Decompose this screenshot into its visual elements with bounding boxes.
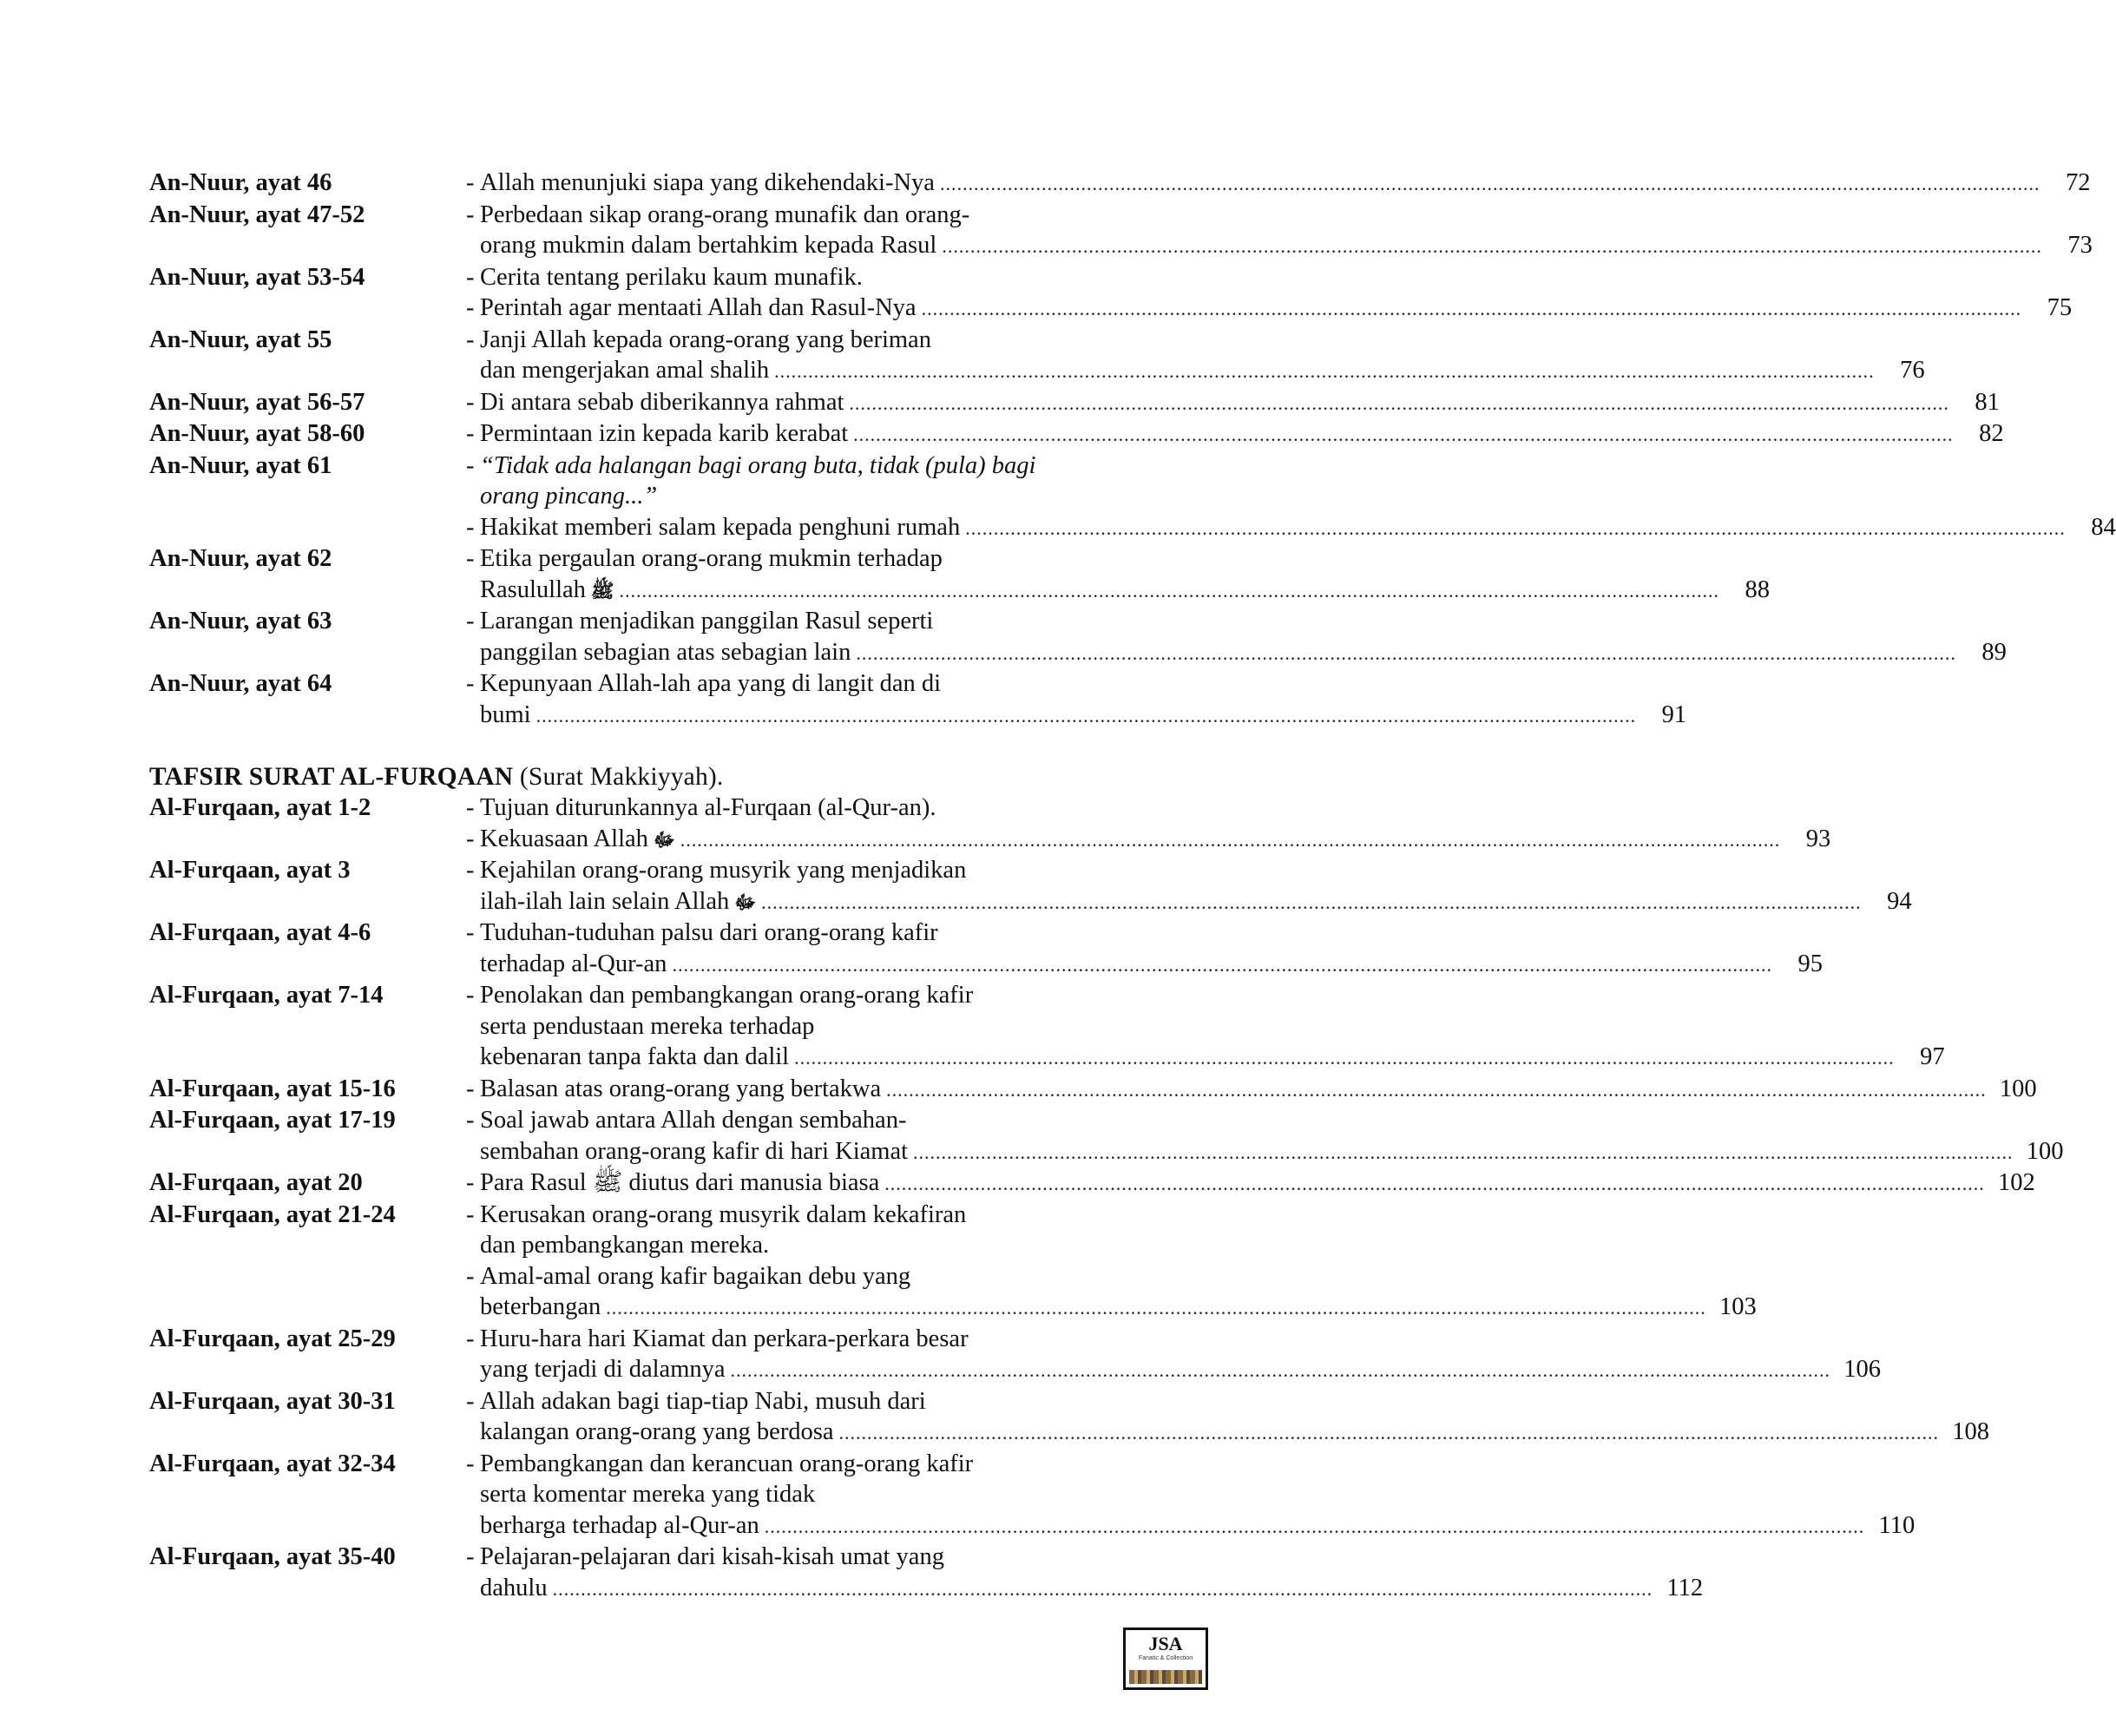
toc-entry bbox=[149, 917, 1823, 980]
topic-text: ilah-ilah lain selain Allah bbox=[480, 887, 730, 915]
topic-text: Pelajaran-pelajaran dari kisah-kisah umat yang bbox=[480, 1543, 944, 1570]
toc-section bbox=[149, 762, 2064, 1604]
topic-text: Amal-amal orang kafir bagaikan debu yang bbox=[480, 1262, 911, 1290]
verse-reference: Al-Furqaan, ayat 21-24 bbox=[149, 1200, 396, 1228]
honorific-glyph: ﷻ bbox=[734, 891, 757, 913]
topic-list bbox=[466, 543, 1770, 606]
honorific-glyph: ﷻ bbox=[653, 828, 675, 851]
topic-list bbox=[466, 325, 1925, 387]
verse-reference: An-Nuur, ayat 63 bbox=[149, 608, 332, 635]
topic-list bbox=[466, 668, 1686, 731]
topic-text: Permintaan izin kepada karib kerabat bbox=[480, 420, 849, 447]
page-number: 76 bbox=[1900, 357, 1925, 384]
topic-text: Kepunyaan Allah-lah apa yang di langit dan di bbox=[480, 670, 942, 697]
topic-line bbox=[466, 700, 1686, 732]
bullet-dash: - bbox=[466, 388, 475, 416]
page-number: 73 bbox=[2067, 232, 2093, 259]
topic-text: kalangan orang-orang yang berdosa bbox=[480, 1418, 834, 1445]
toc-entry bbox=[149, 606, 2007, 668]
bullet-dash: - bbox=[466, 326, 475, 353]
verse-reference: Al-Furqaan, ayat 25-29 bbox=[149, 1325, 396, 1352]
topic-text: bumi bbox=[480, 700, 531, 728]
topic bbox=[466, 855, 1912, 917]
topic-text: berharga terhadap al-Qur-an bbox=[480, 1511, 759, 1539]
page-number: 82 bbox=[1979, 420, 2004, 447]
topic-text: terhadap al-Qur-an bbox=[480, 950, 667, 977]
verse-reference: An-Nuur, ayat 46 bbox=[149, 169, 332, 196]
topic-line bbox=[466, 1324, 1881, 1355]
topic-line bbox=[466, 418, 2004, 450]
topic-line bbox=[466, 1200, 1757, 1231]
topic bbox=[466, 1386, 1989, 1449]
dot-leader bbox=[774, 356, 1875, 387]
topic-line bbox=[466, 1230, 1757, 1261]
topic-text: Tuduhan-tuduhan palsu dari orang-orang kafir bbox=[480, 919, 938, 946]
bullet-dash: - bbox=[466, 545, 475, 572]
bullet-dash: - bbox=[466, 201, 475, 228]
topic-line bbox=[466, 949, 1823, 981]
topic-line bbox=[466, 387, 2000, 419]
topic bbox=[466, 917, 1823, 980]
verse-reference: Al-Furqaan, ayat 30-31 bbox=[149, 1387, 396, 1415]
topic bbox=[466, 325, 1925, 387]
topic-line bbox=[466, 980, 1945, 1011]
bullet-dash: - bbox=[466, 1262, 475, 1290]
topic-text: kebenaran tanpa fakta dan dalil bbox=[480, 1043, 790, 1070]
verse-reference: Al-Furqaan, ayat 35-40 bbox=[149, 1543, 396, 1570]
page-number: 112 bbox=[1666, 1574, 1704, 1601]
dot-leader bbox=[913, 1137, 2014, 1168]
topic-line bbox=[466, 1261, 1757, 1292]
toc-entry bbox=[149, 200, 2093, 262]
bullet-dash: - bbox=[466, 1200, 475, 1228]
topic-line bbox=[466, 917, 1823, 949]
verse-reference: Al-Furqaan, ayat 32-34 bbox=[149, 1450, 396, 1477]
toc-entry bbox=[149, 418, 2004, 450]
toc-entry bbox=[149, 980, 1945, 1074]
topic-text: Penolakan dan pembangkangan orang-orang kafir bbox=[480, 982, 974, 1009]
topic-line bbox=[466, 543, 1770, 575]
topic bbox=[466, 1074, 2037, 1106]
topic bbox=[466, 668, 1686, 731]
topic-text: Soal jawab antara Allah dengan sembahan- bbox=[480, 1107, 907, 1134]
dot-leader bbox=[731, 1355, 1831, 1386]
toc-entry bbox=[149, 792, 1831, 855]
topic-line bbox=[466, 1479, 1915, 1510]
toc-entry bbox=[149, 1324, 1882, 1386]
topic-text: “Tidak ada halangan bagi orang buta, tidak (pula) bagi bbox=[480, 451, 1036, 479]
topic bbox=[466, 1449, 1915, 1542]
page-number: 103 bbox=[1719, 1293, 1757, 1320]
topic-line bbox=[466, 355, 1925, 387]
topic-text: sembahan orang-orang kafir di hari Kiamat bbox=[480, 1137, 909, 1165]
topic-list bbox=[466, 1386, 1989, 1449]
dot-leader bbox=[884, 1168, 1985, 1200]
topic bbox=[466, 1167, 2035, 1200]
topic bbox=[466, 512, 2116, 544]
verse-reference: Al-Furqaan, ayat 20 bbox=[149, 1169, 363, 1196]
topic-line bbox=[466, 637, 2007, 669]
topic-text: Huru-hara hari Kiamat dan perkara-perkara besar bbox=[480, 1325, 969, 1352]
verse-reference: An-Nuur, ayat 55 bbox=[149, 326, 332, 353]
logo-subtitle: Fanatic & Collection bbox=[1138, 1655, 1193, 1661]
topic-list bbox=[466, 1200, 1757, 1324]
topic-line bbox=[466, 1105, 2064, 1136]
table-of-contents bbox=[149, 168, 2116, 1604]
logo-text: JSA bbox=[1148, 1633, 1183, 1654]
toc-section bbox=[149, 168, 2116, 731]
page-number: 88 bbox=[1745, 575, 1770, 603]
topic-text: Etika pergaulan orang-orang mukmin terhadap bbox=[480, 545, 943, 572]
topic-text: Allah menunjuki siapa yang dikehendaki-Nya bbox=[480, 169, 935, 196]
dot-leader bbox=[942, 231, 2042, 262]
page-number: 84 bbox=[2091, 513, 2116, 541]
topic-list bbox=[466, 387, 2000, 419]
topic-line bbox=[466, 668, 1686, 700]
topic-text: panggilan sebagian atas sebagian lain bbox=[480, 638, 851, 666]
dot-leader bbox=[839, 1417, 1940, 1449]
dot-leader bbox=[619, 575, 1719, 607]
topic-line bbox=[466, 1167, 2035, 1200]
topic bbox=[466, 1324, 1881, 1386]
topic-text: orang mukmin dalam bertahkim kepada Rasul bbox=[480, 232, 937, 259]
dot-leader bbox=[794, 1042, 1895, 1074]
section-heading-subtitle: (Surat Makkiyyah). bbox=[519, 763, 724, 791]
section-gap bbox=[149, 731, 1173, 762]
topic-line bbox=[466, 886, 1912, 918]
topic-text: Di antara sebab diberikannya rahmat bbox=[480, 388, 844, 416]
topic-list bbox=[466, 606, 2007, 668]
topic-text: Janji Allah kepada orang-orang yang beriman bbox=[480, 326, 931, 353]
verse-reference: An-Nuur, ayat 58-60 bbox=[149, 420, 365, 447]
topic-list bbox=[466, 855, 1912, 917]
bullet-dash: - bbox=[466, 919, 475, 946]
verse-reference: An-Nuur, ayat 64 bbox=[149, 670, 332, 697]
page-number: 91 bbox=[1661, 700, 1687, 728]
dot-leader bbox=[761, 887, 1862, 918]
topic-text: dan mengerjakan amal shalih bbox=[480, 357, 770, 384]
topic-text: Kerusakan orang-orang musyrik dalam kekafiran bbox=[480, 1200, 967, 1228]
toc-entry bbox=[149, 543, 1770, 606]
bullet-dash: - bbox=[466, 1075, 475, 1102]
toc-entry bbox=[149, 387, 2000, 419]
topic-text: yang terjadi di dalamnya bbox=[480, 1356, 726, 1383]
topic bbox=[466, 792, 1830, 824]
topic-line bbox=[466, 512, 2116, 544]
topic-list bbox=[466, 200, 2093, 262]
toc-entry bbox=[149, 1105, 2064, 1167]
topic-line bbox=[466, 1354, 1881, 1386]
topic-line bbox=[466, 1042, 1945, 1074]
dot-leader bbox=[856, 638, 1956, 669]
topic-line bbox=[466, 792, 1830, 824]
topic-list bbox=[466, 1167, 2035, 1200]
topic-text: Rasulullah bbox=[480, 575, 586, 603]
toc-entry bbox=[149, 1386, 1990, 1449]
topic bbox=[466, 1261, 1757, 1324]
dot-leader bbox=[553, 1574, 1653, 1605]
topic-line bbox=[466, 325, 1925, 356]
bullet-dash: - bbox=[466, 825, 475, 852]
topic-line bbox=[466, 824, 1830, 856]
bullet-dash: - bbox=[466, 1325, 475, 1352]
toc-entry bbox=[149, 855, 1912, 917]
topic bbox=[466, 1105, 2064, 1167]
topic-text: orang pincang...” bbox=[480, 483, 658, 510]
topic-line bbox=[466, 1136, 2064, 1168]
section-heading bbox=[149, 762, 1173, 792]
toc-entry bbox=[149, 668, 1687, 731]
bullet-dash: - bbox=[466, 857, 475, 884]
verse-reference: Al-Furqaan, ayat 17-19 bbox=[149, 1107, 396, 1134]
toc-entry bbox=[149, 1074, 2037, 1106]
topic-list bbox=[466, 168, 2090, 200]
topic-text: dan pembangkangan mereka. bbox=[480, 1232, 770, 1259]
toc-entry bbox=[149, 325, 1925, 387]
page-number: 108 bbox=[1952, 1418, 1990, 1445]
dot-leader bbox=[853, 419, 1954, 450]
topic bbox=[466, 543, 1770, 606]
bullet-dash: - bbox=[466, 169, 475, 196]
topic-text: Tujuan diturunkannya al-Furqaan (al-Qur-an). bbox=[480, 794, 936, 821]
bullet-dash: - bbox=[466, 263, 475, 291]
bullet-dash: - bbox=[466, 294, 475, 321]
topic-line bbox=[466, 262, 2072, 293]
topic-list bbox=[466, 262, 2072, 325]
verse-reference: An-Nuur, ayat 47-52 bbox=[149, 201, 365, 228]
topic-line bbox=[466, 606, 2007, 637]
topic-line bbox=[466, 1292, 1757, 1324]
topic-list bbox=[466, 1324, 1881, 1386]
dot-leader bbox=[849, 388, 1949, 419]
topic-text: Cerita tentang perilaku kaum munafik. bbox=[480, 263, 863, 291]
dot-leader bbox=[536, 700, 1637, 732]
topic-text: serta komentar mereka yang tidak bbox=[480, 1481, 816, 1508]
topic-text: serta pendustaan mereka terhadap bbox=[480, 1012, 815, 1040]
topic-line bbox=[466, 855, 1912, 886]
bullet-dash: - bbox=[466, 608, 475, 635]
verse-reference: Al-Furqaan, ayat 3 bbox=[149, 857, 351, 884]
topic-line bbox=[466, 1573, 1703, 1605]
topic-text: Perbedaan sikap orang-orang munafik dan orang- bbox=[480, 201, 970, 228]
topic bbox=[466, 418, 2004, 450]
page-number: 97 bbox=[1920, 1043, 1945, 1070]
toc-entry bbox=[149, 1542, 1704, 1604]
verse-reference: Al-Furqaan, ayat 4-6 bbox=[149, 919, 371, 946]
verse-reference: An-Nuur, ayat 61 bbox=[149, 451, 332, 479]
page-number: 106 bbox=[1843, 1356, 1882, 1383]
toc-entry bbox=[149, 450, 2116, 544]
topic-list bbox=[466, 1105, 2064, 1167]
honorific-glyph: ﷺ bbox=[590, 579, 614, 602]
topic-list bbox=[466, 1074, 2037, 1106]
topic-list bbox=[466, 418, 2004, 450]
dot-leader bbox=[765, 1511, 1865, 1542]
topic-line bbox=[466, 230, 2093, 262]
topic-text: beterbangan bbox=[480, 1293, 601, 1320]
page-number: 81 bbox=[1975, 388, 2000, 416]
bullet-dash: - bbox=[466, 513, 475, 541]
topic-text: Kejahilan orang-orang musyrik yang menjadikan bbox=[480, 857, 967, 884]
verse-reference: An-Nuur, ayat 56-57 bbox=[149, 388, 365, 416]
topic-list bbox=[466, 450, 2116, 544]
topic-text: dahulu bbox=[480, 1574, 548, 1601]
topic-text: Balasan atas orang-orang yang bertakwa bbox=[480, 1075, 882, 1102]
toc-entry bbox=[149, 1167, 2035, 1200]
topic bbox=[466, 387, 2000, 419]
toc-entry bbox=[149, 262, 2073, 325]
bullet-dash: - bbox=[466, 1450, 475, 1477]
topic-text: Perintah agar mentaati Allah dan Rasul-Nya bbox=[480, 294, 917, 321]
verse-reference: An-Nuur, ayat 62 bbox=[149, 545, 332, 572]
topic-line bbox=[466, 450, 2116, 482]
topic bbox=[466, 606, 2007, 668]
verse-reference: Al-Furqaan, ayat 15-16 bbox=[149, 1075, 396, 1102]
bullet-dash: - bbox=[466, 1169, 475, 1196]
page-number: 100 bbox=[2026, 1137, 2064, 1165]
dot-leader bbox=[965, 513, 2066, 544]
topic-text: Allah adakan bagi tiap-tiap Nabi, musuh dari bbox=[480, 1387, 926, 1415]
topic-list bbox=[466, 1542, 1703, 1604]
topic-text: Larangan menjadikan panggilan Rasul seperti bbox=[480, 608, 934, 635]
topic-list bbox=[466, 917, 1823, 980]
section-heading-title: TAFSIR SURAT AL-FURQAAN bbox=[149, 763, 514, 791]
bullet-dash: - bbox=[466, 420, 475, 447]
logo-image-band bbox=[1129, 1670, 1202, 1684]
topic-line bbox=[466, 1011, 1945, 1042]
topic-text: Pembangkangan dan kerancuan orang-orang kafir bbox=[480, 1450, 974, 1477]
topic bbox=[466, 262, 2072, 293]
topic-line bbox=[466, 293, 2072, 325]
bullet-dash: - bbox=[466, 1543, 475, 1570]
topic-line bbox=[466, 168, 2090, 200]
page-number: 94 bbox=[1887, 887, 1912, 915]
topic bbox=[466, 168, 2090, 200]
topic bbox=[466, 824, 1830, 856]
bullet-dash: - bbox=[466, 1387, 475, 1415]
topic bbox=[466, 200, 2093, 262]
jsa-logo bbox=[1123, 1628, 1208, 1690]
toc-entry bbox=[149, 168, 2091, 200]
topic bbox=[466, 980, 1945, 1074]
page-number: 102 bbox=[1998, 1169, 2035, 1196]
verse-reference: Al-Furqaan, ayat 1-2 bbox=[149, 794, 371, 821]
bullet-dash: - bbox=[466, 451, 475, 479]
topic-list bbox=[466, 1449, 1915, 1542]
page-number: 95 bbox=[1797, 950, 1823, 977]
bullet-dash: - bbox=[466, 1107, 475, 1134]
page-number: 75 bbox=[2047, 294, 2073, 321]
page-number: 72 bbox=[2065, 169, 2091, 196]
dot-leader bbox=[680, 825, 1781, 856]
topic-text: Hakikat memberi salam kepada penghuni rumah bbox=[480, 513, 961, 541]
topic-list bbox=[466, 980, 1945, 1074]
topic-line bbox=[466, 1542, 1703, 1573]
bullet-dash: - bbox=[466, 982, 475, 1009]
dot-leader bbox=[940, 168, 2040, 200]
page-number: 93 bbox=[1805, 825, 1831, 852]
topic-list bbox=[466, 792, 1830, 855]
bullet-dash: - bbox=[466, 794, 475, 821]
page-number: 89 bbox=[1981, 638, 2007, 666]
topic-line bbox=[466, 200, 2093, 231]
topic-line bbox=[466, 1074, 2037, 1106]
verse-reference: Al-Furqaan, ayat 7-14 bbox=[149, 982, 384, 1009]
topic-text: Kekuasaan Allah bbox=[480, 825, 648, 852]
toc-entry bbox=[149, 1200, 1757, 1324]
dot-leader bbox=[886, 1075, 1987, 1106]
dot-leader bbox=[922, 293, 2022, 325]
topic bbox=[466, 1542, 1703, 1604]
topic-line bbox=[466, 1510, 1915, 1542]
topic-line bbox=[466, 1417, 1989, 1449]
verse-reference: An-Nuur, ayat 53-54 bbox=[149, 263, 365, 291]
dot-leader bbox=[672, 950, 1772, 981]
topic-text: Para Rasul ﷺ diutus dari manusia biasa bbox=[480, 1169, 880, 1196]
page-number: 110 bbox=[1878, 1511, 1916, 1539]
dot-leader bbox=[606, 1292, 1706, 1324]
topic-line bbox=[466, 575, 1770, 607]
topic-line bbox=[466, 1449, 1915, 1480]
bullet-dash: - bbox=[466, 670, 475, 697]
topic bbox=[466, 293, 2072, 325]
topic bbox=[466, 450, 2116, 512]
toc-entry bbox=[149, 1449, 1916, 1542]
topic-line bbox=[466, 481, 2116, 512]
topic-line bbox=[466, 1386, 1989, 1417]
page-number: 100 bbox=[1999, 1075, 2037, 1102]
topic bbox=[466, 1200, 1757, 1261]
